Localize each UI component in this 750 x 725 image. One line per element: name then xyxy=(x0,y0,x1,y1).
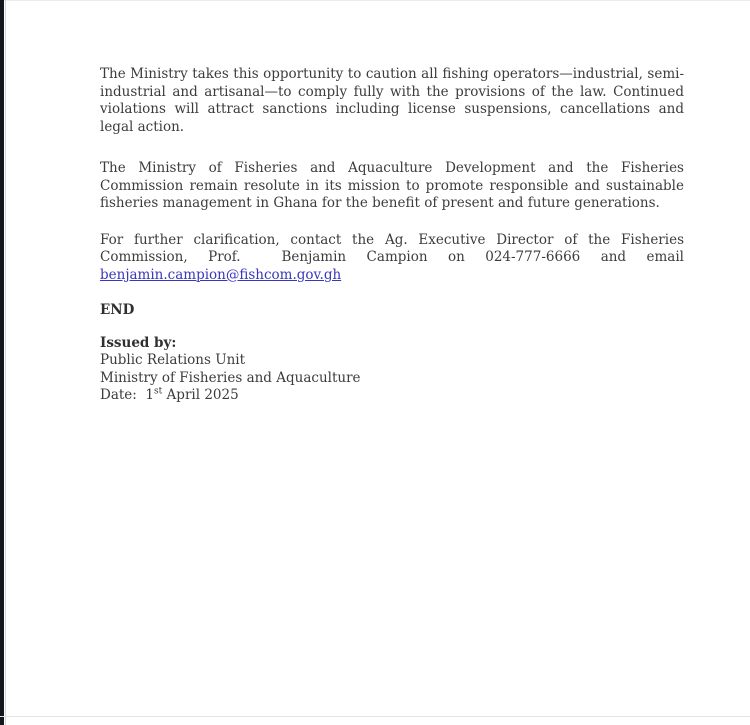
paragraph-contact xyxy=(100,232,684,285)
issued-by-ministry: Ministry of Fisheries and Aquaculture xyxy=(100,369,361,386)
top-divider xyxy=(0,0,750,1)
date-prefix: Date: 1 xyxy=(100,387,155,403)
date-rest: April 2025 xyxy=(162,387,239,403)
contact-text: For further clarification, contact the Ag. Executive Director of the Fisheries Commission, Prof. Benjamin Campion on 024-777-6666 and email xyxy=(100,231,684,265)
issued-by-block xyxy=(100,335,684,405)
issued-by-unit: Public Relations Unit xyxy=(100,352,246,368)
press-release-page xyxy=(100,66,684,405)
bottom-divider xyxy=(0,716,750,717)
paragraph-mission: The Ministry of Fisheries and Aquaculture Development and the Fisheries Commission remain resolute in its mission to promote responsible and sustainable fisheries management in Ghana for the benefit of present and future generations. xyxy=(100,160,684,211)
issued-by-heading: Issued by: xyxy=(100,334,177,351)
paragraph-caution: The Ministry takes this opportunity to caution all fishing operators—industrial, semi-industrial and artisanal—to comply fully with the provisions of the law. Continued violations will attract sanctions including license suspensions, cancellations and legal action. xyxy=(100,66,684,135)
email-link[interactable]: benjamin.campion@fishcom.gov.gh xyxy=(100,266,342,283)
issued-date xyxy=(100,387,684,405)
end-marker: END xyxy=(100,302,135,318)
date-ordinal: st xyxy=(154,386,163,397)
left-edge-shadow xyxy=(0,0,4,725)
